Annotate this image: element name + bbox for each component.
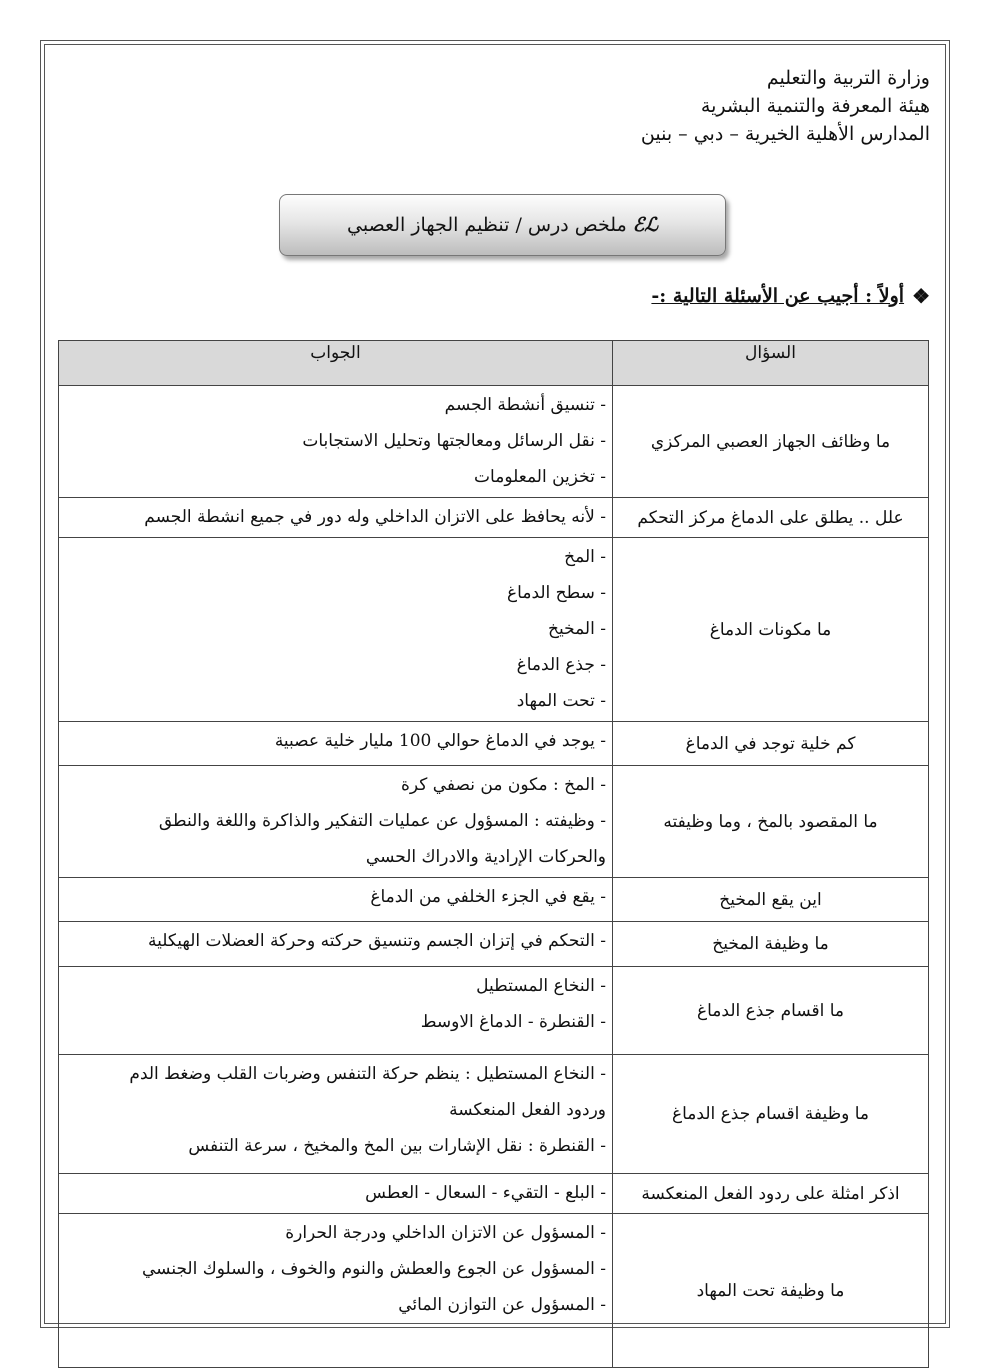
- lesson-title-box: [279, 194, 726, 256]
- answer-line: - المخ: [564, 547, 606, 567]
- diamond-bullet-icon: ❖: [912, 284, 930, 308]
- answer-line: - نقل الرسائل ومعالجتها وتحليل الاستجابات: [302, 431, 606, 451]
- qa-table: [58, 340, 929, 1368]
- answer-line: - تخزين المعلومات: [474, 467, 606, 487]
- answer-line: - وظيفته : المسؤول عن عمليات التفكير والذاكرة واللغة والنطق: [158, 811, 606, 831]
- ministry-name: وزارة التربية والتعليم: [766, 67, 930, 89]
- section-heading-text: أولاً : أجيب عن الأسئلة التالية :-: [651, 285, 905, 307]
- answer-cell: [59, 878, 613, 922]
- table-row: [59, 722, 929, 766]
- answer-cell: [59, 922, 613, 967]
- table-row: [59, 386, 929, 498]
- answer-line: والحركات الإرادية والادراك الحسي: [365, 847, 606, 867]
- question-cell: ما مكونات الدماغ: [613, 538, 929, 722]
- answer-line: - القنطرة : نقل الإشارات بين المخ والمخيخ ، سرعة التنفس: [188, 1136, 606, 1156]
- answer-line: - المخ : مكون من نصفي كرة: [400, 775, 606, 795]
- section-heading: [651, 284, 930, 308]
- table-row: [59, 538, 929, 722]
- question-cell: علل .. يطلق على الدماغ مركز التحكم: [613, 498, 929, 538]
- answer-line: وردود الفعل المنعكسة: [449, 1100, 606, 1120]
- answer-line: - المخيخ: [548, 619, 606, 639]
- table-row: [59, 967, 929, 1055]
- answer-cell: [59, 538, 613, 722]
- table-row: [59, 878, 929, 922]
- school-name: المدارس الأهلية الخيرية – دبي – بنين: [640, 123, 930, 145]
- answer-cell: [59, 386, 613, 498]
- authority-name: هيئة المعرفة والتنمية البشرية: [700, 95, 930, 117]
- answer-line: - يقع في الجزء الخلفي من الدماغ: [370, 887, 606, 907]
- answer-line: - المسؤول عن الاتزان الداخلي ودرجة الحرارة: [285, 1223, 606, 1243]
- answer-line: - سطح الدماغ: [507, 583, 606, 603]
- answer-line: - جذع الدماغ: [516, 655, 606, 675]
- question-column-header: السؤال: [613, 341, 929, 386]
- school-header: [641, 64, 930, 148]
- answer-line: - يوجد في الدماغ حوالي 100 مليار خلية عصبية: [274, 731, 606, 751]
- question-cell: ما وظائف الجهاز العصبي المركزي: [613, 386, 929, 498]
- answer-cell: [59, 1174, 613, 1214]
- table-row: [59, 766, 929, 878]
- answer-line: - التحكم في إتزان الجسم وتنسيق حركته وحركة العضلات الهيكلية: [148, 931, 606, 951]
- answer-cell: [59, 722, 613, 766]
- title-ornament-icon: ℰℒ: [632, 214, 658, 236]
- question-cell: ما وظيفة المخيخ: [613, 922, 929, 967]
- question-cell: ما اقسام جذع الدماغ: [613, 967, 929, 1055]
- answer-line: - القنطرة - الدماغ الاوسط: [420, 1012, 606, 1032]
- question-cell: ما وظيفة تحت المهاد: [613, 1214, 929, 1368]
- answer-line: - النخاع المستطيل : ينظم حركة التنفس وضربات القلب وضغط الدم: [129, 1064, 606, 1084]
- answer-line: - تنسيق أنشطة الجسم: [444, 395, 606, 415]
- table-header-row: [59, 341, 929, 386]
- answer-line: - النخاع المستطيل: [476, 976, 606, 996]
- table-row: [59, 498, 929, 538]
- answer-cell: [59, 1055, 613, 1174]
- table-row: [59, 1055, 929, 1174]
- answer-cell: [59, 967, 613, 1055]
- question-cell: كم خلية توجد في الدماغ: [613, 722, 929, 766]
- lesson-title: ملخص درس / تنظيم الجهاز العصبي: [347, 214, 627, 236]
- answer-line: - تحت المهاد: [516, 691, 606, 711]
- table-row: [59, 922, 929, 967]
- answer-line: - المسؤول عن التوازن المائي: [398, 1295, 606, 1315]
- answer-line: - المسؤول عن الجوع والعطش والنوم والخوف ، والسلوك الجنسي: [141, 1259, 606, 1279]
- answer-line: - لأنه يحافظ على الاتزان الداخلي وله دور في جميع انشطة الجسم: [144, 507, 606, 527]
- question-cell: اين يقع المخيخ: [613, 878, 929, 922]
- answer-column-header: الجواب: [59, 341, 613, 386]
- answer-cell: [59, 498, 613, 538]
- table-row: [59, 1174, 929, 1214]
- question-cell: ما وظيفة اقسام جذع الدماغ: [613, 1055, 929, 1174]
- answer-cell: [59, 766, 613, 878]
- answer-cell: [59, 1214, 613, 1368]
- question-cell: اذكر امثلة على ردود الفعل المنعكسة: [613, 1174, 929, 1214]
- table-row: [59, 1214, 929, 1368]
- question-cell: ما المقصود بالمخ ، وما وظيفته: [613, 766, 929, 878]
- answer-line: - البلع - التقيء - السعال - العطس: [365, 1183, 606, 1203]
